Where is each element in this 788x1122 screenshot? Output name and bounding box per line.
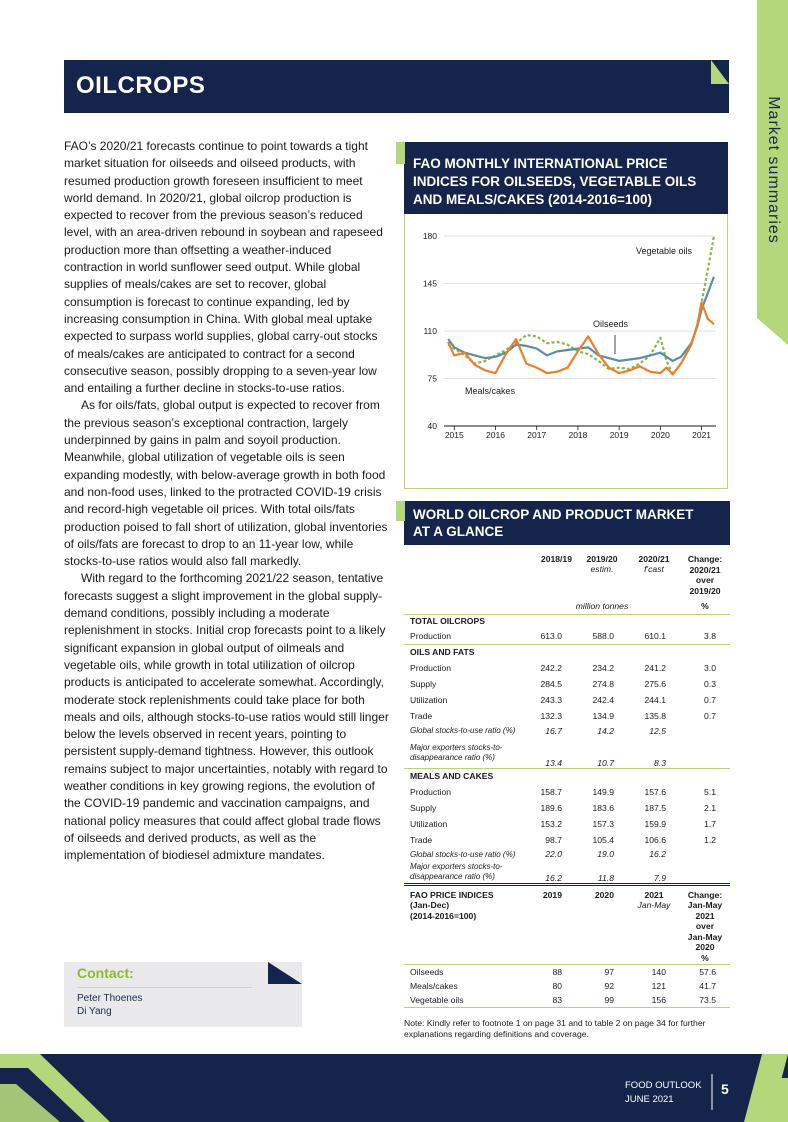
footer-date: JUNE 2021 [625,1094,674,1105]
x-tick-label: 2021 [692,430,712,440]
page-title: OILCROPS [76,72,206,99]
table-row: Oilseeds 88 97 140 57.6 [410,966,716,977]
contact-name: Di Yang [77,1006,112,1017]
table-row: Trade 98.7 105.4 106.6 1.2 [410,834,716,845]
x-tick-label: 2019 [609,430,629,440]
table-row: Utilization 243.3 242.4 244.1 0.7 [410,695,716,705]
table-row: Production 613.0 588.0 610.1 3.8 [404,628,730,644]
pct-label: % [701,601,709,612]
market-table [404,549,730,1008]
chart-title-line: FAO MONTHLY INTERNATIONAL PRICE [413,156,668,171]
body-text [64,138,390,864]
chart-title-line: INDICES FOR OILSEEDS, VEGETABLE OILS [413,174,697,189]
units-label: million tonnes [575,601,629,612]
price-indices-head: FAO PRICE INDICES (Jan-Dec) (2014-2016=100) [410,889,494,921]
footer-publication: FOOD OUTLOOK [625,1080,702,1091]
section-side-tab-label: Market summaries [764,96,782,244]
y-tick-label: 145 [422,278,437,289]
section-title: MEALS AND CAKES [410,771,494,782]
x-tick-label: 2017 [527,430,547,440]
table-row: Major exporters stocks-to- disappearance ratio (%) 16.2 11.8 7.9 [404,861,730,884]
body-paragraph: FAO’s 2020/21 forecasts continue to point towards a tight market situation for oilseeds and oilseed products, with resumed production growth foreseen insufficient to meet world demand. In 2020/21, global oilcrop production is expected to recover from the previous season’s reduced level, with an area-driven rebound in soybean and rapeseed production more than offsetting a weather-induced contraction in world sunflower seed output. While global supplies of meals/cakes are set to recover, global consumption is forecast to continue expanding, led by increasing consumption in China. With global meal uptake expected to surpass world supplies, global carry-out stocks of meals/cakes are anticipated to contract for a second consecutive season, possibly dropping to a seven-year low and entailing a further decline in stocks-to-use ratios. [64,139,383,396]
oilseeds-label: Oilseeds [593,319,629,329]
table-row: Major exporters stocks-to- disappearance ratio (%) 13.4 10.7 8.3 [404,738,730,768]
col-head-2019-20: 2019/20 estim. [586,554,618,574]
table-row: Production 158.7 149.9 157.6 5.1 [410,787,716,797]
table-note: Note: Kindly refer to footnote 1 on page 31 and to table 2 on page 34 for further explanations regarding definitions and coverage. [404,1018,706,1039]
x-tick-label: 2020 [650,430,670,440]
table-row: Vegetable oils 83 99 156 73.5 [404,993,730,1007]
col-head-change: Change: 2020/21 over 2019/20 [687,554,723,596]
series-line-vegetable-oils [448,236,714,374]
col-head-2020-21: 2020/21 f'cast [638,554,670,574]
table-title-line: WORLD OILCROP AND PRODUCT MARKET [413,507,694,522]
y-tick-label: 40 [427,421,437,431]
series-line-meals-cakes [448,303,714,375]
table-row: Supply 284.5 274.8 275.6 0.3 [410,679,716,689]
table-row: Global stocks-to-use ratio (%) 16.7 14.2 12.5 [410,725,666,736]
body-paragraph: As for oils/fats, global output is expected to recover from the previous season’s exceptional contraction, largely underpinned by gains in palm and soyoil production. Meanwhile, global utilization of vegetable oils is seen expanding modestly, with below-average growth in both food and non-food uses, linked to the protracted COVID-19 crisis and record-high vegetable oil prices. With total oils/fats production poised to fall short of utilization, global inventories of oils/fats are forecast to drop to an 11-year low, while stocks-to-use ratios would also fall markedly. [64,398,388,569]
contact-box-corner [268,962,302,984]
page-number: 5 [721,1081,729,1097]
chart-title [413,155,713,209]
table-row: Trade 132.3 134.9 135.8 0.7 [410,710,716,721]
y-tick-label: 110 [423,326,437,336]
chart-title-line: AND MEALS/CAKES (2014-2016=100) [413,192,652,207]
x-tick-label: 2018 [568,430,588,440]
table-row: Supply 189.6 183.6 187.5 2.1 [410,803,716,813]
price-index-chart [404,214,728,489]
section-title: TOTAL OILCROPS [410,616,485,627]
col-head-2021: 2021 Jan-May [637,889,671,910]
contact-title: Contact: [77,965,134,981]
table-title [413,507,723,540]
y-tick-label: 180 [422,231,437,241]
x-tick-label: 2016 [486,430,505,440]
col-head-2018-19: 2018/19 [540,554,572,564]
x-tick-label: 2015 [444,430,464,440]
section-title: OILS AND FATS [410,647,475,658]
y-tick-label: 75 [427,373,437,384]
table-row: Global stocks-to-use ratio (%) 22.0 19.0 16.2 [410,849,666,859]
meals-label: Meals/cakes [465,386,516,396]
contact-name: Peter Thoenes [77,993,143,1004]
col-head-2019: 2019 [542,889,562,900]
contact-divider [77,987,252,988]
table-row: Utilization 153.2 157.3 159.9 1.7 [410,819,716,829]
veg-oils-label: Vegetable oils [636,246,693,256]
col-head-2020: 2020 [594,889,614,900]
table-header-tab [396,501,405,521]
col-head-price-change: Change: Jan-May 2021 over Jan-May 2020 % [687,889,723,963]
table-title-line: AT A GLANCE [413,523,504,539]
table-row: Production 242.2 234.2 241.2 3.0 [410,663,716,673]
table-row: Meals/cakes 80 92 121 41.7 [410,981,716,991]
body-paragraph: With regard to the forthcoming 2021/22 season, tentative forecasts suggest a slight improvement in the global supply-demand conditions, possibly including a moderate replenishment in stocks. Initial crop forecasts point to a likely significant expansion in global output of oilmeals and vegetable oils, while growth in total utilization of oilcrop products is anticipated to accelerate somewhat. Accordingly, moderate stock replenishments could take place for both meals and oils, although stocks-to-use ratios would still linger below the levels observed in recent years, pointing to persistent supply-demand tightness. However, this outlook remains subject to major uncertainties, notably with regard to weather conditions in key growing regions, the evolution of the COVID-19 pandemic and vaccination campaigns, and national policy measures that could affect global trade flows of oilseeds and derived products, as well as the implementation of biodiesel admixture mandates. [64,571,389,863]
title-banner-corner [711,60,729,84]
chart-header-tab [396,142,405,164]
